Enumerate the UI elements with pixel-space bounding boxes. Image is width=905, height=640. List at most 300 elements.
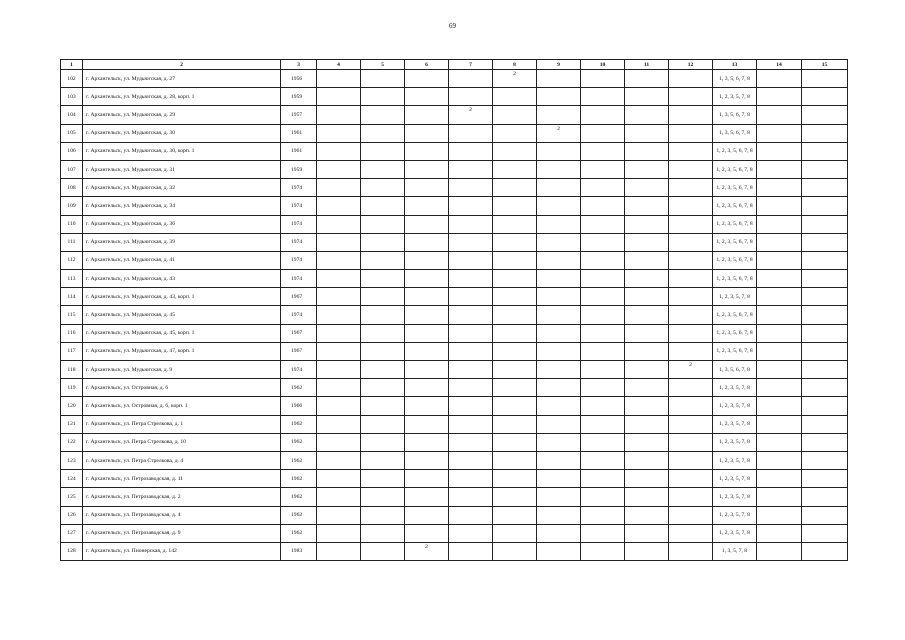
col10-cell — [581, 470, 625, 488]
col5-cell — [361, 397, 405, 415]
col15-cell — [802, 270, 848, 288]
col11-cell — [625, 306, 669, 324]
col6-cell — [405, 160, 449, 178]
col12-cell — [669, 142, 713, 160]
col15-cell — [802, 233, 848, 251]
table-row — [61, 451, 848, 469]
col7-cell — [449, 506, 493, 524]
col15-cell — [802, 433, 848, 451]
col5-cell — [361, 124, 405, 142]
col10-cell — [581, 397, 625, 415]
address-cell: г. Архангельск, ул. Мудьюгская, д. 9 — [83, 361, 281, 379]
col8-cell — [493, 124, 537, 142]
row-number-cell: 122 — [61, 433, 83, 451]
col12-cell — [669, 542, 713, 560]
col10-cell — [581, 451, 625, 469]
col12-cell — [669, 160, 713, 178]
year-cell: 1974 — [281, 215, 317, 233]
col9-cell — [537, 306, 581, 324]
col9-cell — [537, 451, 581, 469]
col8-cell — [493, 451, 537, 469]
year-cell: 1974 — [281, 251, 317, 269]
col4-cell — [317, 488, 361, 506]
col13-cell: 1, 3, 5, 6, 7, 8 — [713, 361, 757, 379]
col13-cell: 1, 2, 3, 5, 7, 8 — [713, 379, 757, 397]
col11-cell — [625, 88, 669, 106]
year-cell: 1983 — [281, 542, 317, 560]
row-number-cell: 106 — [61, 142, 83, 160]
col11-cell — [625, 506, 669, 524]
col10-cell — [581, 524, 625, 542]
col14-cell — [757, 524, 802, 542]
col4-cell — [317, 124, 361, 142]
table-row — [61, 160, 848, 178]
col12-cell — [669, 488, 713, 506]
col7-cell — [449, 451, 493, 469]
col7-cell — [449, 142, 493, 160]
col4-cell — [317, 197, 361, 215]
row-number-cell: 109 — [61, 197, 83, 215]
address-cell: г. Архангельск, ул. Петрозаводская, д. 4 — [83, 506, 281, 524]
col6-cell — [405, 124, 449, 142]
col10-cell — [581, 542, 625, 560]
year-cell: 1962 — [281, 415, 317, 433]
year-cell: 1974 — [281, 179, 317, 197]
col12-cell — [669, 524, 713, 542]
col12-cell — [669, 306, 713, 324]
col5-cell — [361, 70, 405, 88]
col14-cell — [757, 488, 802, 506]
col15-cell — [802, 415, 848, 433]
table-row — [61, 433, 848, 451]
col15-cell — [802, 451, 848, 469]
col13-cell: 1, 2, 3, 5, 7, 8 — [713, 451, 757, 469]
col15-cell — [802, 397, 848, 415]
col9-cell — [537, 506, 581, 524]
col8-cell — [493, 179, 537, 197]
col5-cell — [361, 197, 405, 215]
table-row — [61, 270, 848, 288]
col12-cell — [669, 197, 713, 215]
col9-cell — [537, 88, 581, 106]
address-cell: г. Архангельск, ул. Мудьюгская, д. 28, корп. 1 — [83, 88, 281, 106]
row-number-cell: 108 — [61, 179, 83, 197]
col4-cell — [317, 70, 361, 88]
col7-cell — [449, 397, 493, 415]
col14-cell — [757, 70, 802, 88]
col12-cell — [669, 179, 713, 197]
col6-cell — [405, 506, 449, 524]
col14-cell — [757, 324, 802, 342]
col4-cell — [317, 142, 361, 160]
year-cell: 1974 — [281, 306, 317, 324]
col8-cell — [493, 342, 537, 360]
column-header-7: 7 — [449, 60, 493, 70]
year-cell: 1961 — [281, 124, 317, 142]
col7-cell — [449, 215, 493, 233]
col4-cell — [317, 106, 361, 124]
col4-cell — [317, 215, 361, 233]
col7-cell — [449, 342, 493, 360]
col11-cell — [625, 524, 669, 542]
row-number-cell: 115 — [61, 306, 83, 324]
table-row — [61, 379, 848, 397]
col9-cell — [537, 197, 581, 215]
col11-cell — [625, 397, 669, 415]
col14-cell — [757, 160, 802, 178]
year-cell: 1966 — [281, 397, 317, 415]
col7-cell — [449, 433, 493, 451]
row-number-cell: 104 — [61, 106, 83, 124]
col6-cell — [405, 288, 449, 306]
col8-cell — [493, 160, 537, 178]
table-row — [61, 233, 848, 251]
address-cell: г. Архангельск, ул. Петра Стрелкова, д. 10 — [83, 433, 281, 451]
table-body — [61, 70, 848, 561]
col14-cell — [757, 397, 802, 415]
col8-cell — [493, 215, 537, 233]
col10-cell — [581, 251, 625, 269]
col9-cell — [537, 233, 581, 251]
col8-cell — [493, 361, 537, 379]
col10-cell — [581, 160, 625, 178]
row-number-cell: 123 — [61, 451, 83, 469]
year-cell: 1961 — [281, 142, 317, 160]
col10-cell — [581, 124, 625, 142]
col5-cell — [361, 324, 405, 342]
col15-cell — [802, 288, 848, 306]
row-number-cell: 128 — [61, 542, 83, 560]
col10-cell — [581, 488, 625, 506]
col12-cell — [669, 106, 713, 124]
col11-cell — [625, 542, 669, 560]
address-cell: г. Архангельск, ул. Мудьюгская, д. 45, корп. 1 — [83, 324, 281, 342]
table-row — [61, 179, 848, 197]
col10-cell — [581, 215, 625, 233]
col11-cell — [625, 106, 669, 124]
col11-cell — [625, 451, 669, 469]
col10-cell — [581, 342, 625, 360]
column-header-2: 2 — [83, 60, 281, 70]
col14-cell — [757, 451, 802, 469]
col9-cell — [537, 488, 581, 506]
col7-cell — [449, 160, 493, 178]
column-header-11: 11 — [625, 60, 669, 70]
page-number: 69 — [449, 22, 456, 30]
col15-cell — [802, 251, 848, 269]
col13-cell: 1, 2, 3, 5, 6, 7, 8 — [713, 342, 757, 360]
col9-cell — [537, 270, 581, 288]
col11-cell — [625, 488, 669, 506]
address-cell: г. Архангельск, ул. Мудьюгская, д. 43, корп. 1 — [83, 288, 281, 306]
col9-cell: 2 — [537, 124, 581, 142]
col5-cell — [361, 215, 405, 233]
year-cell: 1967 — [281, 288, 317, 306]
col5-cell — [361, 233, 405, 251]
col15-cell — [802, 470, 848, 488]
col14-cell — [757, 106, 802, 124]
col6-cell — [405, 470, 449, 488]
col7-cell — [449, 361, 493, 379]
col6-cell — [405, 451, 449, 469]
col15-cell — [802, 306, 848, 324]
col8-cell — [493, 542, 537, 560]
col11-cell — [625, 251, 669, 269]
col14-cell — [757, 88, 802, 106]
col15-cell — [802, 542, 848, 560]
col7-cell — [449, 88, 493, 106]
col12-cell — [669, 415, 713, 433]
col14-cell — [757, 379, 802, 397]
row-number-cell: 121 — [61, 415, 83, 433]
col14-cell — [757, 415, 802, 433]
col14-cell — [757, 433, 802, 451]
column-header-10: 10 — [581, 60, 625, 70]
col12-cell — [669, 288, 713, 306]
col5-cell — [361, 542, 405, 560]
column-header-12: 12 — [669, 60, 713, 70]
table-row — [61, 306, 848, 324]
col10-cell — [581, 142, 625, 160]
col7-cell — [449, 270, 493, 288]
col6-cell — [405, 106, 449, 124]
table-row — [61, 542, 848, 560]
col6-cell — [405, 270, 449, 288]
col15-cell — [802, 215, 848, 233]
housing-table — [60, 59, 848, 561]
col6-cell — [405, 251, 449, 269]
col8-cell: 2 — [493, 70, 537, 88]
year-cell: 1962 — [281, 524, 317, 542]
address-cell: г. Архангельск, ул. Островная, д. 6 — [83, 379, 281, 397]
row-number-cell: 126 — [61, 506, 83, 524]
col12-cell — [669, 433, 713, 451]
col13-cell: 1, 2, 3, 5, 7, 8 — [713, 506, 757, 524]
column-header-4: 4 — [317, 60, 361, 70]
year-cell: 1962 — [281, 470, 317, 488]
col10-cell — [581, 415, 625, 433]
col6-cell — [405, 342, 449, 360]
col9-cell — [537, 542, 581, 560]
col7-cell — [449, 179, 493, 197]
col5-cell — [361, 288, 405, 306]
row-number-cell: 111 — [61, 233, 83, 251]
col14-cell — [757, 270, 802, 288]
col15-cell — [802, 524, 848, 542]
col12-cell — [669, 342, 713, 360]
col4-cell — [317, 379, 361, 397]
col12-cell — [669, 451, 713, 469]
col12-cell — [669, 124, 713, 142]
col13-cell: 1, 2, 3, 5, 6, 7, 8 — [713, 179, 757, 197]
year-cell: 1957 — [281, 106, 317, 124]
col13-cell: 1, 3, 5, 6, 7, 8 — [713, 124, 757, 142]
col14-cell — [757, 470, 802, 488]
col6-cell — [405, 179, 449, 197]
col11-cell — [625, 215, 669, 233]
col11-cell — [625, 124, 669, 142]
col4-cell — [317, 88, 361, 106]
col12-cell — [669, 251, 713, 269]
col4-cell — [317, 324, 361, 342]
col14-cell — [757, 233, 802, 251]
col9-cell — [537, 415, 581, 433]
column-header-14: 14 — [757, 60, 802, 70]
column-header-6: 6 — [405, 60, 449, 70]
col9-cell — [537, 288, 581, 306]
row-number-cell: 127 — [61, 524, 83, 542]
table-row — [61, 470, 848, 488]
table-row — [61, 288, 848, 306]
row-number-cell: 119 — [61, 379, 83, 397]
col13-cell: 1, 2, 3, 5, 7, 8 — [713, 288, 757, 306]
col5-cell — [361, 361, 405, 379]
col11-cell — [625, 379, 669, 397]
col15-cell — [802, 142, 848, 160]
col15-cell — [802, 379, 848, 397]
col4-cell — [317, 506, 361, 524]
address-cell: г. Архангельск, ул. Мудьюгская, д. 27 — [83, 70, 281, 88]
table-row — [61, 251, 848, 269]
col8-cell — [493, 142, 537, 160]
year-cell: 1956 — [281, 70, 317, 88]
col9-cell — [537, 433, 581, 451]
col7-cell — [449, 542, 493, 560]
col13-cell: 1, 2, 3, 5, 6, 7, 8 — [713, 306, 757, 324]
col5-cell — [361, 524, 405, 542]
col13-cell: 1, 3, 5, 6, 7, 8 — [713, 70, 757, 88]
col13-cell: 1, 2, 3, 5, 6, 7, 8 — [713, 215, 757, 233]
row-number-cell: 110 — [61, 215, 83, 233]
table-row — [61, 524, 848, 542]
col4-cell — [317, 415, 361, 433]
col4-cell — [317, 288, 361, 306]
row-number-cell: 118 — [61, 361, 83, 379]
col15-cell — [802, 488, 848, 506]
row-number-cell: 125 — [61, 488, 83, 506]
col13-cell: 1, 2, 3, 5, 7, 8 — [713, 88, 757, 106]
col6-cell — [405, 324, 449, 342]
col7-cell — [449, 470, 493, 488]
col6-cell — [405, 433, 449, 451]
col10-cell — [581, 270, 625, 288]
col8-cell — [493, 397, 537, 415]
year-cell: 1974 — [281, 361, 317, 379]
year-cell: 1962 — [281, 451, 317, 469]
col9-cell — [537, 470, 581, 488]
col11-cell — [625, 197, 669, 215]
col14-cell — [757, 342, 802, 360]
col15-cell — [802, 70, 848, 88]
col13-cell: 1, 3, 5, 6, 7, 8 — [713, 106, 757, 124]
address-cell: г. Архангельск, ул. Мудьюгская, д. 30, корп. 1 — [83, 142, 281, 160]
col6-cell — [405, 306, 449, 324]
col15-cell — [802, 506, 848, 524]
col11-cell — [625, 342, 669, 360]
col5-cell — [361, 179, 405, 197]
col4-cell — [317, 397, 361, 415]
col7-cell — [449, 233, 493, 251]
col12-cell — [669, 215, 713, 233]
row-number-cell: 102 — [61, 70, 83, 88]
col8-cell — [493, 306, 537, 324]
col8-cell — [493, 488, 537, 506]
row-number-cell: 105 — [61, 124, 83, 142]
col8-cell — [493, 433, 537, 451]
col8-cell — [493, 524, 537, 542]
col9-cell — [537, 106, 581, 124]
col7-cell — [449, 70, 493, 88]
col5-cell — [361, 433, 405, 451]
address-cell: г. Архангельск, ул. Мудьюгская, д. 43 — [83, 270, 281, 288]
col15-cell — [802, 124, 848, 142]
col7-cell — [449, 306, 493, 324]
col14-cell — [757, 215, 802, 233]
col14-cell — [757, 306, 802, 324]
year-cell: 1962 — [281, 433, 317, 451]
col11-cell — [625, 361, 669, 379]
col12-cell: 2 — [669, 361, 713, 379]
col5-cell — [361, 88, 405, 106]
col8-cell — [493, 288, 537, 306]
col7-cell — [449, 415, 493, 433]
row-number-cell: 103 — [61, 88, 83, 106]
col8-cell — [493, 379, 537, 397]
table-row — [61, 124, 848, 142]
col11-cell — [625, 160, 669, 178]
col6-cell — [405, 142, 449, 160]
table-row — [61, 197, 848, 215]
col6-cell: 2 — [405, 542, 449, 560]
col13-cell: 1, 2, 3, 5, 6, 7, 8 — [713, 142, 757, 160]
col6-cell — [405, 233, 449, 251]
col9-cell — [537, 324, 581, 342]
col5-cell — [361, 451, 405, 469]
col12-cell — [669, 506, 713, 524]
col5-cell — [361, 379, 405, 397]
row-number-cell: 113 — [61, 270, 83, 288]
column-header-13: 13 — [713, 60, 757, 70]
address-cell: г. Архангельск, ул. Петрозаводская, д. 9 — [83, 524, 281, 542]
col13-cell: 1, 2, 3, 5, 6, 7, 8 — [713, 160, 757, 178]
col14-cell — [757, 361, 802, 379]
address-cell: г. Архангельск, ул. Мудьюгская, д. 34 — [83, 197, 281, 215]
col7-cell — [449, 488, 493, 506]
col9-cell — [537, 379, 581, 397]
col11-cell — [625, 233, 669, 251]
table-row — [61, 488, 848, 506]
year-cell: 1962 — [281, 488, 317, 506]
col4-cell — [317, 433, 361, 451]
col14-cell — [757, 542, 802, 560]
col10-cell — [581, 106, 625, 124]
col13-cell: 1, 2, 3, 5, 6, 7, 8 — [713, 197, 757, 215]
col4-cell — [317, 342, 361, 360]
address-cell: г. Архангельск, ул. Мудьюгская, д. 29 — [83, 106, 281, 124]
col13-cell: 1, 2, 3, 5, 7, 8 — [713, 524, 757, 542]
row-number-cell: 120 — [61, 397, 83, 415]
table-row — [61, 342, 848, 360]
row-number-cell: 107 — [61, 160, 83, 178]
col13-cell: 1, 2, 3, 5, 7, 8 — [713, 397, 757, 415]
col5-cell — [361, 306, 405, 324]
col5-cell — [361, 506, 405, 524]
address-cell: г. Архангельск, ул. Мудьюгская, д. 36 — [83, 215, 281, 233]
col6-cell — [405, 70, 449, 88]
col11-cell — [625, 470, 669, 488]
column-header-8: 8 — [493, 60, 537, 70]
col9-cell — [537, 179, 581, 197]
